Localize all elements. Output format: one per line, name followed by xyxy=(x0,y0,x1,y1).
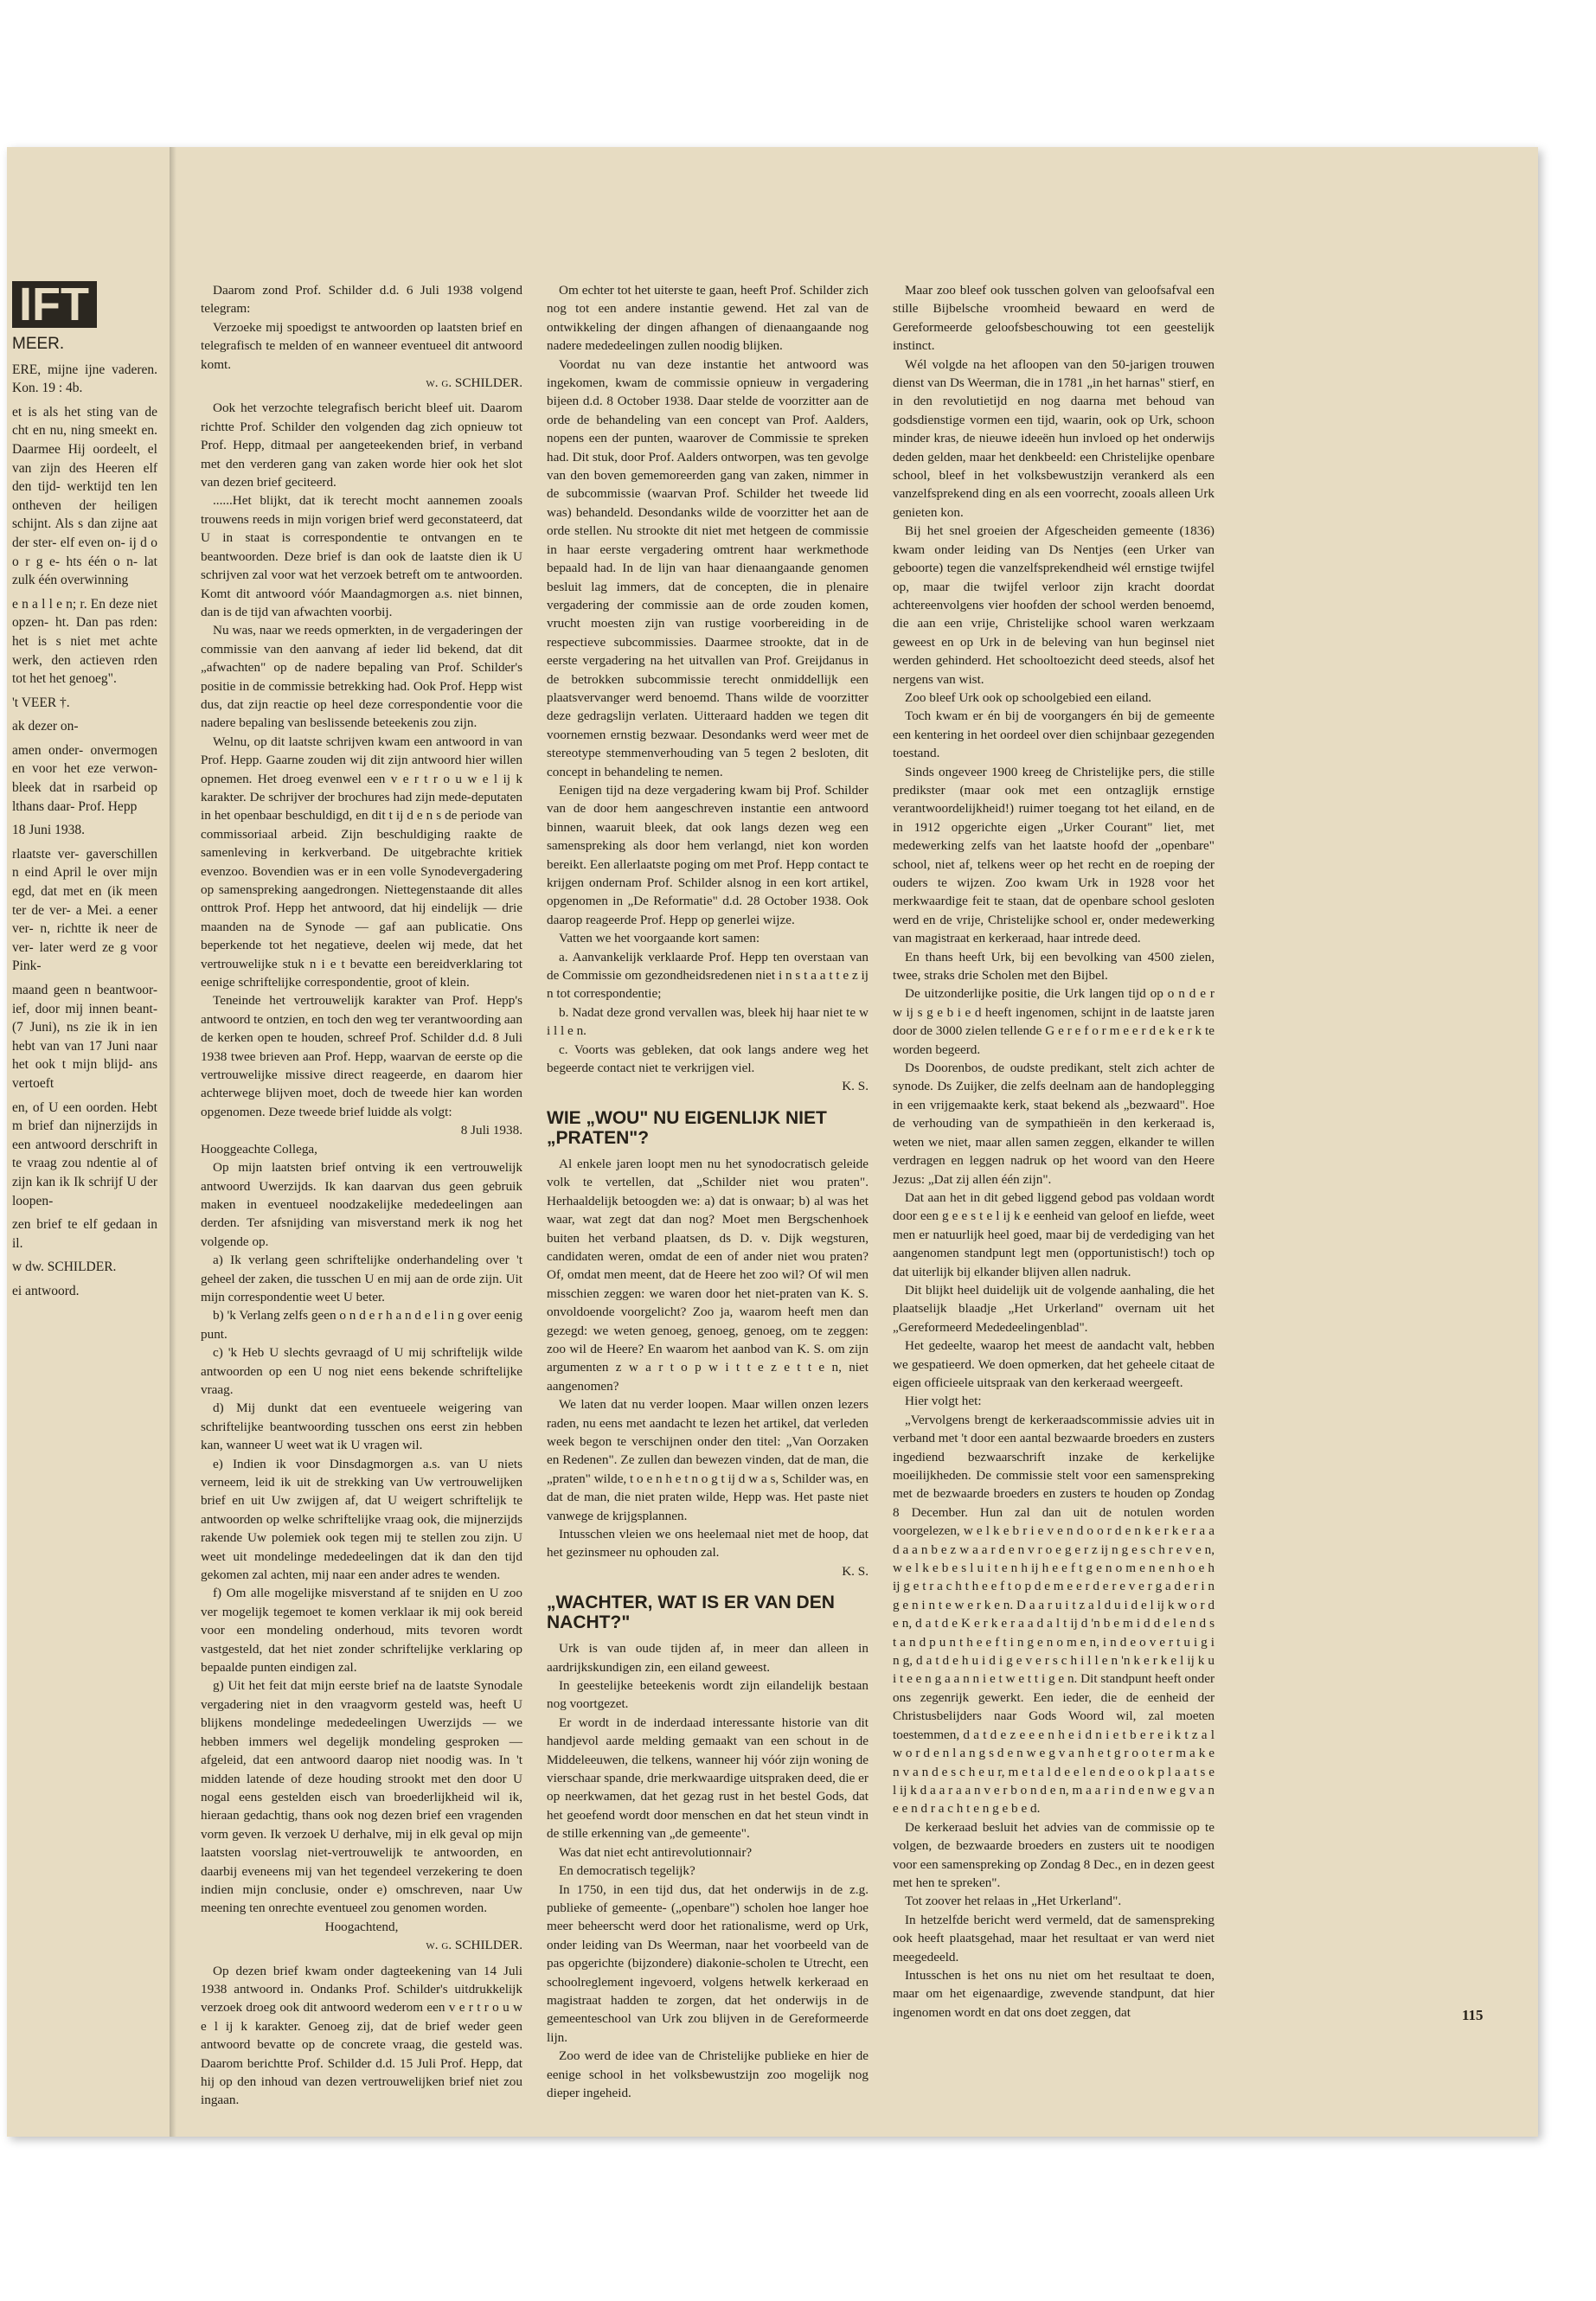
page-fold-shadow xyxy=(170,147,176,2137)
paragraph: En thans heeft Urk, bij een bevolking van 4500 zielen, twee, straks drie Scholen met den Bijbel. xyxy=(893,949,1215,984)
paragraph: Hier volgt het: xyxy=(905,1394,982,1409)
paragraph: Om echter tot het uiterste te gaan, heeft Prof. Schilder zich nog tot een andere instantie gewend. Het zal van de ontwikkeling der dingen afhangen of dienaangaande nog nadere mededeelingen zullen noodig blijken. xyxy=(547,283,869,354)
paragraph: De uitzonderlijke positie, die Urk langen tijd op o n d e r w ij s g e b i e d heeft ingenomen, schijnt in de laatste jaren door de 3000 zielen tellende G e r e f o r m e e r d e k e r k te worden begeerd. xyxy=(893,986,1215,1057)
paragraph: Er wordt in de inderdaad interessante historie van dit handjevol aarde melding gemaakt van een schout in de Middeleeuwen, die telkens, wanneer hij vóór zijn woning de vierschaar spande, drie merkwaardige uitspraken deed, die er op neerkwamen, dat het gezag rust in het bestel Gods, dat het geoefend wordt door menschen en dat het steun vindt in de stille erkenning van „de gemeente". xyxy=(547,1715,869,1842)
paragraph: Voordat nu van deze instantie het antwoord was ingekomen, kwam de commissie opnieuw in vergadering bijeen d.d. 8 October 1938. Daar stelde de voorzitter aan de orde de behandeling van een concept van Prof. Aalders, nopens een der punten, waarover de Commissie te spreken had. Dit stuk, door Prof. Aalders ontworpen, was ten gevolge van den boven gememoreerden gang van zaken, nimmer in de subcommissie (waarvan Prof. Schilder het tweede lid was) behandeld. Desondanks wilde de voorzitter het aan de orde stellen. Nu strookte dit niet met hetgeen de commissie in haar eerste vergadering omtrent haar werkmethode bepaald had. In de lijn van haar dienaangaande genomen besluit lag immers, dat de concepten, die in plenaire vergadering der commissie aan de orde zouden komen, vrucht moesten zijn van rustige voorbereiding in de respectieve subcommissies. Daarmee strookte, dat in de eerste vergadering na het uitvallen van Prof. Greijdanus in de betrokken subcommissie terecht onmiddellijk een plaatsvervanger werd benoemd. Thans wilde de voorzitter deze gedragslijn verlaten. Uitteraard hadden we tegen dit voornemen ernstig bezwaar. Desondanks werd weer met de stereotype stemmenverhouding van 5 tegen 2 besloten, dit concept in behandeling te nemen. xyxy=(547,356,869,779)
paragraph: Het gedeelte, waarop het meest de aandacht valt, hebben we gespatieerd. We doen opmerken, dat het geheele citaat de eigen officieele uitspraak van den kerkeraad weergeeft. xyxy=(893,1338,1215,1390)
column-3 xyxy=(893,281,1215,2020)
paragraph: Eenigen tijd na deze vergadering kwam bij Prof. Schilder van de door hem aangeschreven instantie een antwoord binnen, waaruit bleek, dat ook langs dezen weg een samenspreking als door hem verlangd, niet kon worden bereikt. Een allerlaatste poging om met Prof. Hepp contact te krijgen ondernam Prof. Schilder alsnog in een kort artikel, opgenomen in „De Reformatie" d.d. 28 October 1938. Ook daarop reageerde Prof. Hepp op generlei wijze. xyxy=(547,782,869,927)
paragraph: Toch kwam er én bij de voorgangers én bij de gemeente een kentering in het oordeel over dien schijnbaar gezegenden toestand. xyxy=(893,708,1215,761)
paragraph: d) Mij dunkt dat een eventueele weigering van schriftelijke beantwoording tusschen ons eerst zin hebben kan, wanneer U weet wat ik U vragen wil. xyxy=(201,1400,522,1453)
paragraph: Bij het snel groeien der Afgescheiden gemeente (1836) kwam onder leiding van Ds Nentjes (een Urker van geboorte) tegen die vanzelfsprekendheid wél ernstige twijfel op, maar die twijfel verloor zijn kracht doordat achtereenvolgens vier hoofden der school werden benoemd, die aan een vrije, Christelijke school waren werkzaam geweest en op Urk in de beleving van hun beginsel niet werden gehinderd. Het schooltoezicht deed steeds, alsof het nergens van wist. xyxy=(893,523,1215,687)
paragraph: Ook het verzochte telegrafisch bericht bleef uit. Daarom richtte Prof. Schilder den volgenden dag zich opnieuw tot Prof. Hepp, ditmaal per aangeteekenden brief, in verband met den verderen gang van zaken worde hier ook het slot van dezen brief geciteerd. xyxy=(201,401,522,490)
paragraph: Al enkele jaren loopt men nu het synodocratisch geleide volk te vertellen, dat „Schilder niet wou praten". Herhaaldelijk betoogden we: a) dat is onwaar; b) al was het waar, wat zegt dat dan nog? Moet men Bergschenhoek buiten het verband plaatsen, ds D. v. Dijk wegsturen, candidaten weren, omdat de een of ander niet wou praten? Of, omdat men meent, dat de Heere het zoo wil? Of wil men misschien zeggen: we waren door het niet-praten van K. S. onvoldoende voorgelicht? Zoo ja, waarom heeft men dan gezegd: we weten genoeg, genoeg, genoeg, om te zeggen: zoo wil de Heere? En waarom het aanbod van K. S. om zijn argumenten z w a r t o p w i t t e z e t t e n, niet aangenomen? xyxy=(547,1156,869,1394)
paragraph: We laten dat nu verder loopen. Maar willen onzen lezers raden, nu eens met aandacht te lezen het artikel, dat verleden week begon te verschijnen onder den titel: „Van Oorzaken en Redenen". Ze zullen dan bewezen vinden, dat de man, die „praten" wilde, t o e n h e t n o g t ij d w a s, Schilder was, en dat de man, die niet praten wilde, Hepp was. Het paste niet vanwege de krijgsplannen. xyxy=(547,1397,869,1523)
paragraph: c. Voorts was gebleken, dat ook langs andere weg het begeerde contact niet te verkrijgen viel. xyxy=(547,1042,869,1076)
prev-paragraph: ak dezer on- xyxy=(12,719,79,734)
paragraph: g) Uit het feit dat mijn eerste brief na de laatste Synodale vergadering niet in den vraagvorm gesteld was, heeft U blijkens mondelinge mededeelingen Uwerzijds — we hebben immers wel degelijk mondeling gesproken — afgeleid, dat een antwoord daarop niet noodig was. In 't midden latende of deze houding strookt met den door U nogal eens gestelden eisch van broederlijkheid wil ik, hieraan gedachtig, thans ook nog dezen brief een vragenden vorm geven. Ik verzoek U derhalve, mij in elk geval op mijn laatsten voorslag niet-vertrouwelijk te antwoorden, en daarbij eveneens mij van het tegendeel verzekering te doen indien mijn conclusie, onder e) omschreven, naar Uw meening ten onrechte eventueel zou genomen worden. xyxy=(201,1678,522,1916)
paragraph: Sinds ongeveer 1900 kreeg de Christelijke pers, die stille predikster (maar ook met een ontzaglijk ernstige verantwoordelijkheid!) ruimer toegang tot het eiland, en de in 1912 opgerichte eigen „Urker Courant" liet, met medewerking zelfs van het laatste hoofd der „openbare" school, niet af, telkens weer op het recht en de roeping der ouders te wijzen. Zoo kwam Urk in 1928 voor het merkwaardige feit te staan, dat de openbare school gesloten werd en de vrije, Christelijke school er, onder medewerking van magistraat en kerkeraad, haar intrede deed. xyxy=(893,764,1215,946)
paragraph: Maar zoo bleef ook tusschen golven van geloofsafval een stille Bijbelsche vroomheid bewaard en werd de Gereformeerde geloofsbeschouwing tot een geestelijk instinct. xyxy=(893,283,1215,354)
paragraph: b) 'k Verlang zelfs geen o n d e r h a n d e l i n g over eenig punt. xyxy=(201,1308,522,1342)
prev-paragraph: 't VEER †. xyxy=(12,695,70,710)
paragraph: e) Indien ik voor Dinsdagmorgen a.s. van U niets verneem, leid ik uit de strekking van Uw vertrouwelijken brief en uit Uw zwijgen af, dat U weigert schriftelijk te antwoorden op welke schriftelijke vraag ook, die mijnerzijds rakende Uw polemiek ook tegen mij te stellen zou zijn. U weet uit mondelinge mededeelingen dat ik dan den tijd gekomen zal achten, mij naar een ander adres te wenden. xyxy=(201,1456,522,1583)
signature: K. S. xyxy=(842,1079,869,1094)
column-2 xyxy=(547,281,869,2100)
letter-closing: Hoogachtend, xyxy=(324,1919,399,1934)
article-heading: WIE „WOU" NU EIGENLIJK NIET „PRATEN"? xyxy=(547,1107,827,1148)
prev-paragraph: rlaatste ver- gaverschillen n eind April le over mijn egd, dat met en (ik meen ter de ver- a Mei. a eener ver- n, richtte ik neer de ver- later werd ze g voor Pink- xyxy=(12,846,157,974)
paragraph: „Vervolgens brengt de kerkeraadscommissie advies uit in verband met 't door een aantal bezwaarde broeders en zusters ingediend bezwaarschrift inzake de kerkelijke moeilijkheden. De commissie stelt voor een samenspreking met de bezwaarde broeders en zusters te houden op Zondag 8 December. Hun zal dan uit de notulen worden voorgelezen, w e l k e b r i e v e n d o o r d e n k e r k e r a a d a a n b e z w a a r d e n v r o e g e r z ij n g e s c h r e v e n, w e l k e b e s l u i t e n h ij h e e f t g e n o m e n e n h o e h ij g e t r a c h t h e e f t o p d e m e e r d e r e v e r g a d e r i n g e n i n t e w e r k e n. D a a r u i t z a l d u i d e l ij k w o r d e n, d a t d e K e r k e r a a d a l t ij d 'n b e m i d d e l e n d s t a n d p u n t h e e f t i n g e n o m e n, i n d e o v e r t u i g i n g, d a t d e h u i d i g e v e r s c h i l l e n 'n k e r k e l ij k u i t e e n g a a n n i e t w e t t i g e n. Dit standpunt heeft onder ons zegenrijk gewerkt. Een ieder, die de eenheid der Christusbelijders naar Gods Woord wil, zal moeten toestemmen, d a t d e z e e e n h e i d n i e t b e r e i k t z a l w o r d e n l a n g s d e n w e g v a n h e t g r o o t e r m a k e n v a n d e s c h e u r, m e t a l d e e l e n d e o o k p l a a t s e l ij k d a a r a a n v e r b o n d e n, m a a r i n d e n w e g v a n e e n d r a c h t e n g e b e d. xyxy=(893,1412,1215,1817)
signature: K. S. xyxy=(842,1563,869,1579)
prev-meer-label: MEER. xyxy=(12,335,65,353)
prev-paragraph: w dw. SCHILDER. xyxy=(12,1259,117,1275)
prev-paragraph: amen onder- onvermogen en voor het eze verwon- bleek dat in rsarbeid op lthans daar- Prof. Hepp xyxy=(12,742,157,814)
paragraph: Intusschen vleien we ons heelemaal niet met de hoop, dat het gezinsmeer nu ophouden zal. xyxy=(547,1527,869,1561)
article-heading: „WACHTER, WAT IS ER VAN DEN NACHT?" xyxy=(547,1593,835,1633)
signature: w. g. SCHILDER. xyxy=(426,1938,522,1953)
prev-paragraph: ERE, mijne ijne vaderen. Kon. 19 : 4b. xyxy=(12,362,157,396)
paragraph: Op dezen brief kwam onder dagteekening van 14 Juli 1938 antwoord in. Ondanks Prof. Schilder's uitdrukkelijk verzoek droeg ook dit antwoord wederom een v e r t r o u w e l ij k karakter. Genoeg zij, dat de brief weder geen antwoord bevatte op de concrete vraag, die gesteld was. Daarom berichtte Prof. Schilder d.d. 15 Juli Prof. Hepp, dat hij op den inhoud van dezen vertrouwelijken brief niet zou ingaan. xyxy=(201,1963,522,2108)
paragraph: Zoo werd de idee van de Christelijke publieke en hier de eenige school in het volksbewustzijn zoo mogelijk nog dieper ingeheid. xyxy=(547,2048,869,2100)
paragraph: Nu was, naar we reeds opmerkten, in de vergaderingen der commissie van den aanvang af ieder lid bekend, dat dit „afwachten" op de nadere bepaling van Prof. Schilder's positie in de commissie betrekking had. Ook Prof. Hepp wist dus, dat zijn reactie op heel deze correspondentie voor die nadere bepaling van beslissende beteekenis zou zijn. xyxy=(201,623,522,731)
paragraph: Was dat niet echt antirevolutionnair? xyxy=(559,1844,753,1860)
paragraph: Zoo bleef Urk ook op schoolgebied een eiland. xyxy=(905,689,1152,705)
page-number: 115 xyxy=(1462,2007,1484,2023)
paragraph: b. Nadat deze grond vervallen was, bleek hij haar niet te w i l l e n. xyxy=(547,1004,869,1039)
paragraph: a) Ik verlang geen schriftelijke onderhandeling over 't geheel der zaken, die tusschen U en mij aan de orde zijn. Uit mijn correspondentie weet U beter. xyxy=(201,1253,522,1304)
paragraph: Dit blijkt heel duidelijk uit de volgende aanhaling, die het plaatselijk blaadje „Het Urkerland" overnam uit het „Gereformeerd Mededeelingenblad". xyxy=(893,1282,1215,1335)
paragraph: Op mijn laatsten brief ontving ik een vertrouwelijk antwoord Uwerzijds. Ik kan daarvan dus geen gebruik maken in eventueel noodzakelijke mededeelingen aan derden. Ter afsnijding van misverstand merk ik nog het volgende op. xyxy=(201,1160,522,1249)
prev-paragraph: 18 Juni 1938. xyxy=(12,823,85,838)
paragraph: Welnu, op dit laatste schrijven kwam een antwoord in van Prof. Hepp. Gaarne zouden wij dit zijn antwoord hier willen opnemen. Het droeg evenwel een v e r t r o u w e l ij k karakter. De schrijver der brochures had zijn mede-deputaten in het openbaar beschuldigd, en dit t ij d e n s de periode van commissoriaal arbeid. Zijn beschuldiging raakte de samenleving in kerkverband. De uitgebrachte kritiek evenzoo. Bovendien was er in een volle Synodevergadering op samenspreking aangedrongen. Niettegenstaande dit alles onttrok Prof. Hepp het antwoord, dat hij eindelijk — drie maanden na de Synode — gaf aan publicatie. Ons beperkende tot het negatieve, deelen wij mede, dat het vertrouwelijke stuk n i e t bevatte een bereidverklaring tot eenige schriftelijke correspondentie, groot of klein. xyxy=(201,734,522,990)
previous-page-column xyxy=(12,279,157,2029)
paragraph: In hetzelfde bericht werd vermeld, dat de samenspreking ook heeft plaatsgehad, maar het resultaat er van werd niet meegedeeld. xyxy=(893,1912,1215,1965)
prev-title-fragment: IFT xyxy=(12,281,97,328)
letter-salutation: Hooggeachte Collega, xyxy=(201,1141,317,1157)
prev-paragraph: et is als het sting van de cht en nu, ning smeekt en. Daarmee Hij oordeelt, el van zijn des Heeren elf den tijd- werktijd ten len ontheven der heiligen schijnt. Als s dan zijne aat der ster- elf even on- ij d o o r g e- hts één o n- lat zulk één overwinning xyxy=(12,404,157,588)
paragraph: Dat aan het in dit gebed liggend gebod pas voldaan wordt door een g e e s t e l ij k e eenheid van geloof en liefde, weet men er natuurlijk heel goed, maar bij de verdediging van het aangenomen standpunt legt men (opportunistisch!) toch op dat uiterlijk bij elkander blijven allen nadruk. xyxy=(893,1189,1215,1279)
paragraph: De kerkeraad besluit het advies van de commissie op te volgen, de bezwaarde broeders en zusters uit te noodigen voor een samenspreking op Zondag 8 Dec., en in dezen geest met hen te spreken". xyxy=(893,1819,1215,1890)
paragraph: Intusschen is het ons nu niet om het resultaat te doen, maar om het eigenaardige, zwevende standpunt, dat hier ingenomen wordt en dat ons doet zeggen, dat xyxy=(893,1967,1215,2020)
paragraph: Tot zoover het relaas in „Het Urkerland". xyxy=(905,1894,1122,1909)
letter-date: 8 Juli 1938. xyxy=(460,1123,522,1138)
paragraph: Verzoeke mij spoedigst te antwoorden op laatsten brief en telegrafisch te melden of en wanneer eventueel dit antwoord komt. xyxy=(201,319,522,372)
prev-paragraph: ei antwoord. xyxy=(12,1283,80,1298)
prev-paragraph: zen brief te elf gedaan in il. xyxy=(12,1217,157,1251)
prev-paragraph: en, of U een oorden. Hebt m brief dan nijnerzijds in een antwoord derschrift in te vraag zou ndentie al of zijn kan ik Ik schrijf U der loopen- xyxy=(12,1099,157,1208)
paragraph: In 1750, in een tijd dus, dat het onderwijs in de z.g. publieke of gemeente- („openbare") scholen hoe langer hoe meer beheerscht werd door het rationalisme, werd op Urk, onder leiding van Ds Weerman, naar het voorbeeld van de pas opgerichte (bijzondere) diakonie-scholen te Utrecht, een schoolreglement ingevoerd, volgens hetwelk kerkeraad en magistraat hadden te zorgen, dat het onderwijs in de gemeenteschool van Urk zou blijven in de Gereformeerde lijn. xyxy=(547,1881,869,2045)
paragraph: f) Om alle mogelijke misverstand af te snijden en U zoo ver mogelijk tegemoet te komen verklaar ik mij ook bereid voor een mondeling onderhoud, mits tevoren wordt vastgesteld, dat het niet zonder schriftelijke verklaring op bepaalde punten eindigen zal. xyxy=(201,1586,522,1676)
paragraph: Ds Doorenbos, de oudste predikant, stelt zich achter de synode. Ds Zuijker, die zelfs deelnam aan de handoplegging in een vrijgemaakte kerk, staat bekend als „bezwaard". Hoe de verhouding van de sympathieën in den kerkeraad is, weten we niet, maar allen samen zeggen, elkander te willen verdragen en leggen nadruk op het woord van den Heere Jezus: „Dat zij allen één zijn". xyxy=(893,1061,1215,1187)
paragraph: Wél volgde na het afloopen van den 50-jarigen trouwen dienst van Ds Weerman, die in 1781 „in het harnas" stierf, en in den revolutietijd en nog daarna met behoud van godsdienstige vormen een tijd, waarin, ook op Urk, schoon minder kras, de nieuwe ideeën hun invloed op het onderwijs deden gelden, maar het denkbeeld: een Christelijke openbare school, bleef in het volksbewustzijn verankerd als een vanzelfsprekend ding en als een voorrecht, zooals alleen Urk genieten kon. xyxy=(893,356,1215,520)
prev-paragraph: maand geen n beantwoor- ief, door mij innen beant- (7 Juni), ns zie ik in ien hebt van van 17 Juni naar het ook t mijn blijd- ans vertoeft xyxy=(12,983,157,1091)
paragraph: Teneinde het vertrouwelijk karakter van Prof. Hepp's antwoord te ontzien, en toch den weg ter verantwoording aan de kerken open te houden, schreef Prof. Schilder d.d. 8 Juli 1938 twee brieven aan Prof. Hepp, waarvan de eerste op die vertrouwelijke missive direct reageerde, en daarom hier achterwege blijven moet, doch de tweede hier kan worden opgenomen. Deze tweede brief luidde als volgt: xyxy=(201,993,522,1119)
paragraph: Daarom zond Prof. Schilder d.d. 6 Juli 1938 volgend telegram: xyxy=(201,283,522,317)
prev-paragraph: e n a l l e n; r. En deze niet opzen- ht. Dan pas rden: het is s niet met achte werk, den actieven rden tot het het genoeg". xyxy=(12,596,157,687)
signature: w. g. SCHILDER. xyxy=(426,375,522,391)
paragraph: En democratisch tegelijk? xyxy=(559,1863,695,1879)
paragraph: ......Het blijkt, dat ik terecht mocht aannemen zooals trouwens reeds in mijn vorigen brief werd geconstateerd, dat U in staat is correspondentie te ontvangen en te beantwoorden. Deze brief is dan ook de laatste dien ik U schrijven zal voor wat het verzoek betreft om te antwoorden. Komt dit antwoord vóór Maandagmorgen a.s. niet binnen, dan is de tijd van afwachten voorbij. xyxy=(201,493,522,619)
paragraph: c) 'k Heb U slechts gevraagd of U mij schriftelijk wilde antwoorden op een U nog niet eens bekende schriftelijke vraag. xyxy=(201,1345,522,1397)
paragraph: Vatten we het voorgaande kort samen: xyxy=(559,931,760,946)
paragraph: a. Aanvankelijk verklaarde Prof. Hepp ten overstaan van de Commissie om gezondheidsredenen niet i n s t a a t t e z ij n tot correspondentie; xyxy=(547,949,869,1002)
paragraph: Urk is van oude tijden af, in meer dan alleen in aardrijkskundigen zin, een eiland geweest. xyxy=(547,1641,869,1675)
paragraph: In geestelijke beteekenis wordt zijn eilandelijk bestaan nog voortgezet. xyxy=(547,1678,869,1712)
column-1 xyxy=(201,281,522,2108)
